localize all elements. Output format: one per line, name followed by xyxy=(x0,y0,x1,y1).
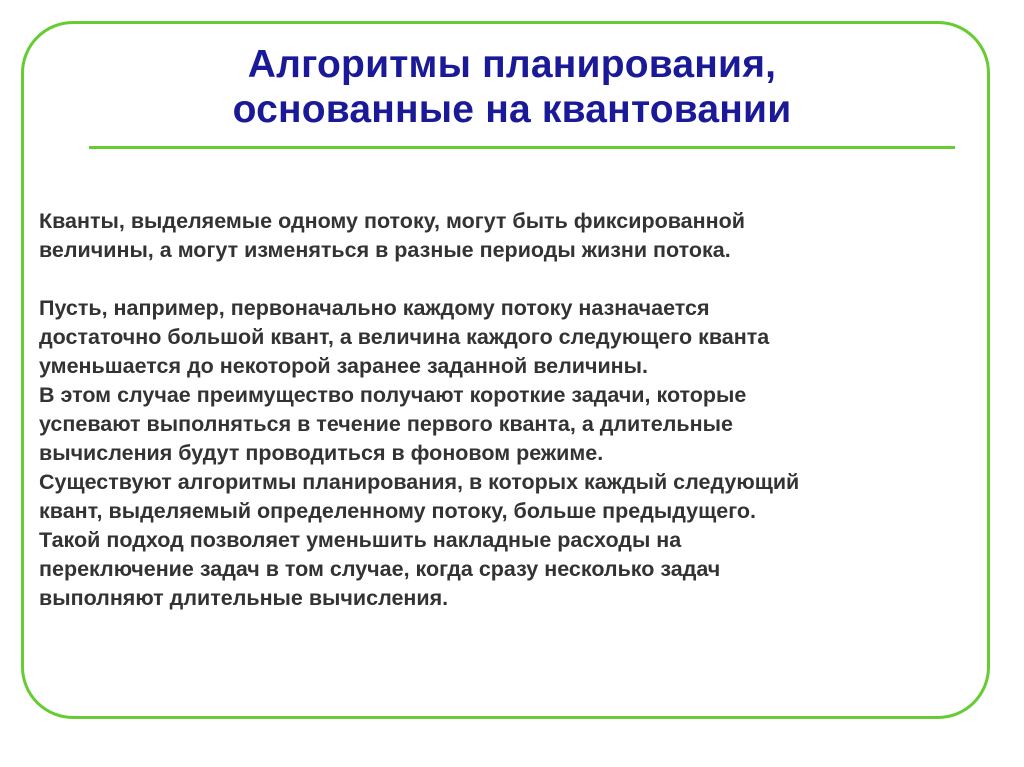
title-underline xyxy=(89,146,955,149)
body-line: Такой подход позволяет уменьшить накладные расходы на xyxy=(39,528,682,552)
body-line: В этом случае преимущество получают короткие задачи, которые xyxy=(39,383,747,407)
body-line: величины, а могут изменяться в разные периоды жизни потока. xyxy=(39,238,731,262)
body-line: Кванты, выделяемые одному потоку, могут быть фиксированной xyxy=(39,209,745,233)
body-line: Существуют алгоритмы планирования, в которых каждый следующий xyxy=(39,470,800,494)
paragraph-spacer xyxy=(39,265,979,294)
paragraph-1 xyxy=(39,207,979,265)
body-line: переключение задач в том случае, когда сразу несколько задач xyxy=(39,557,721,581)
title-line-2: основанные на квантовании xyxy=(232,88,792,131)
slide-body xyxy=(39,207,979,613)
slide-title xyxy=(0,42,1024,132)
body-line: уменьшается до некоторой заранее заданной величины. xyxy=(39,354,648,378)
body-line: достаточно большой квант, а величина каждого следующего кванта xyxy=(39,325,770,349)
title-line-1: Алгоритмы планирования, xyxy=(247,43,777,86)
body-line: Пусть, например, первоначально каждому потоку назначается xyxy=(39,296,710,320)
body-line: вычисления будут проводиться в фоновом режиме. xyxy=(39,441,604,465)
body-line: квант, выделяемый определенному потоку, больше предыдущего. xyxy=(39,499,756,523)
body-line: выполняют длительные вычисления. xyxy=(39,586,449,610)
body-line: успевают выполняться в течение первого кванта, а длительные xyxy=(39,412,733,436)
paragraph-2 xyxy=(39,294,979,613)
